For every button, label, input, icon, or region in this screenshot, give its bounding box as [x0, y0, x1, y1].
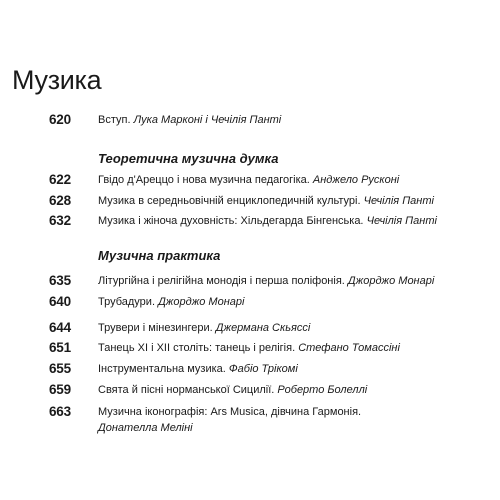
entry-title: Свята й пісні норманської Сицилії. [98, 384, 275, 396]
entry-title: Музика і жіноча духовність: Хільдегарда Бінгенська. [98, 215, 364, 227]
entry-author: Анджело Русконі [312, 174, 400, 186]
page-number: 651 [49, 340, 71, 355]
entry-title: Гвідо д'Ареццо і нова музична педагогіка. [98, 174, 310, 186]
entry-text [98, 361, 494, 377]
entry-title: Літургійна і релігійна монодія і перша поліфонія. [98, 275, 345, 287]
entry-author: Лука Марконі і Чечілія Панті [133, 114, 282, 126]
page-number: 644 [49, 320, 71, 335]
entry-author: Чечілія Панті [366, 215, 437, 227]
entry-text [98, 404, 494, 436]
entry-title: Трувери і мінезингери. [98, 322, 213, 334]
page-number: 620 [49, 112, 71, 127]
entry-author: Джермана Скьяссі [215, 322, 311, 334]
entry-author: Чечілія Панті [363, 195, 434, 207]
entry-text [98, 382, 494, 398]
entry-author: Роберто Болеллі [277, 384, 368, 396]
entry-title: Танець XI і XII століть: танець і релігія. [98, 342, 296, 354]
entry-text [98, 320, 494, 336]
entry-title: Вступ. [98, 114, 131, 126]
entry-title: Музична іконографія: Ars Musica, дівчина Гармонія. [98, 406, 362, 418]
page-number: 640 [49, 294, 71, 309]
entry-text [98, 193, 494, 209]
entry-text [98, 294, 494, 310]
entry-title: Трубадури. [98, 296, 155, 308]
entry-author: Донателла Меліні [98, 422, 193, 434]
page-number: 622 [49, 172, 71, 187]
entry-title: Музика в середньовічній енциклопедичній культурі. [98, 195, 361, 207]
section-title: Музика [12, 65, 102, 95]
entry-author: Фабіо Трікомі [228, 363, 298, 375]
entry-text [98, 172, 494, 188]
page-number: 663 [49, 404, 71, 419]
entry-author: Стефано Томассіні [298, 342, 400, 354]
page-number: 632 [49, 213, 71, 228]
page-number: 635 [49, 273, 71, 288]
page-number: 659 [49, 382, 71, 397]
entry-text [98, 213, 494, 229]
entry-author: Джорджо Монарі [347, 275, 435, 287]
page-number: 628 [49, 193, 71, 208]
group-heading-theory: Теоретична музична думка [98, 151, 279, 166]
page-number: 655 [49, 361, 71, 376]
group-heading-practice: Музична практика [98, 248, 221, 263]
entry-text [98, 340, 494, 356]
entry-title: Інструментальна музика. [98, 363, 226, 375]
entry-author: Джорджо Монарі [158, 296, 245, 308]
entry-text [98, 112, 494, 128]
entry-text [98, 273, 494, 289]
